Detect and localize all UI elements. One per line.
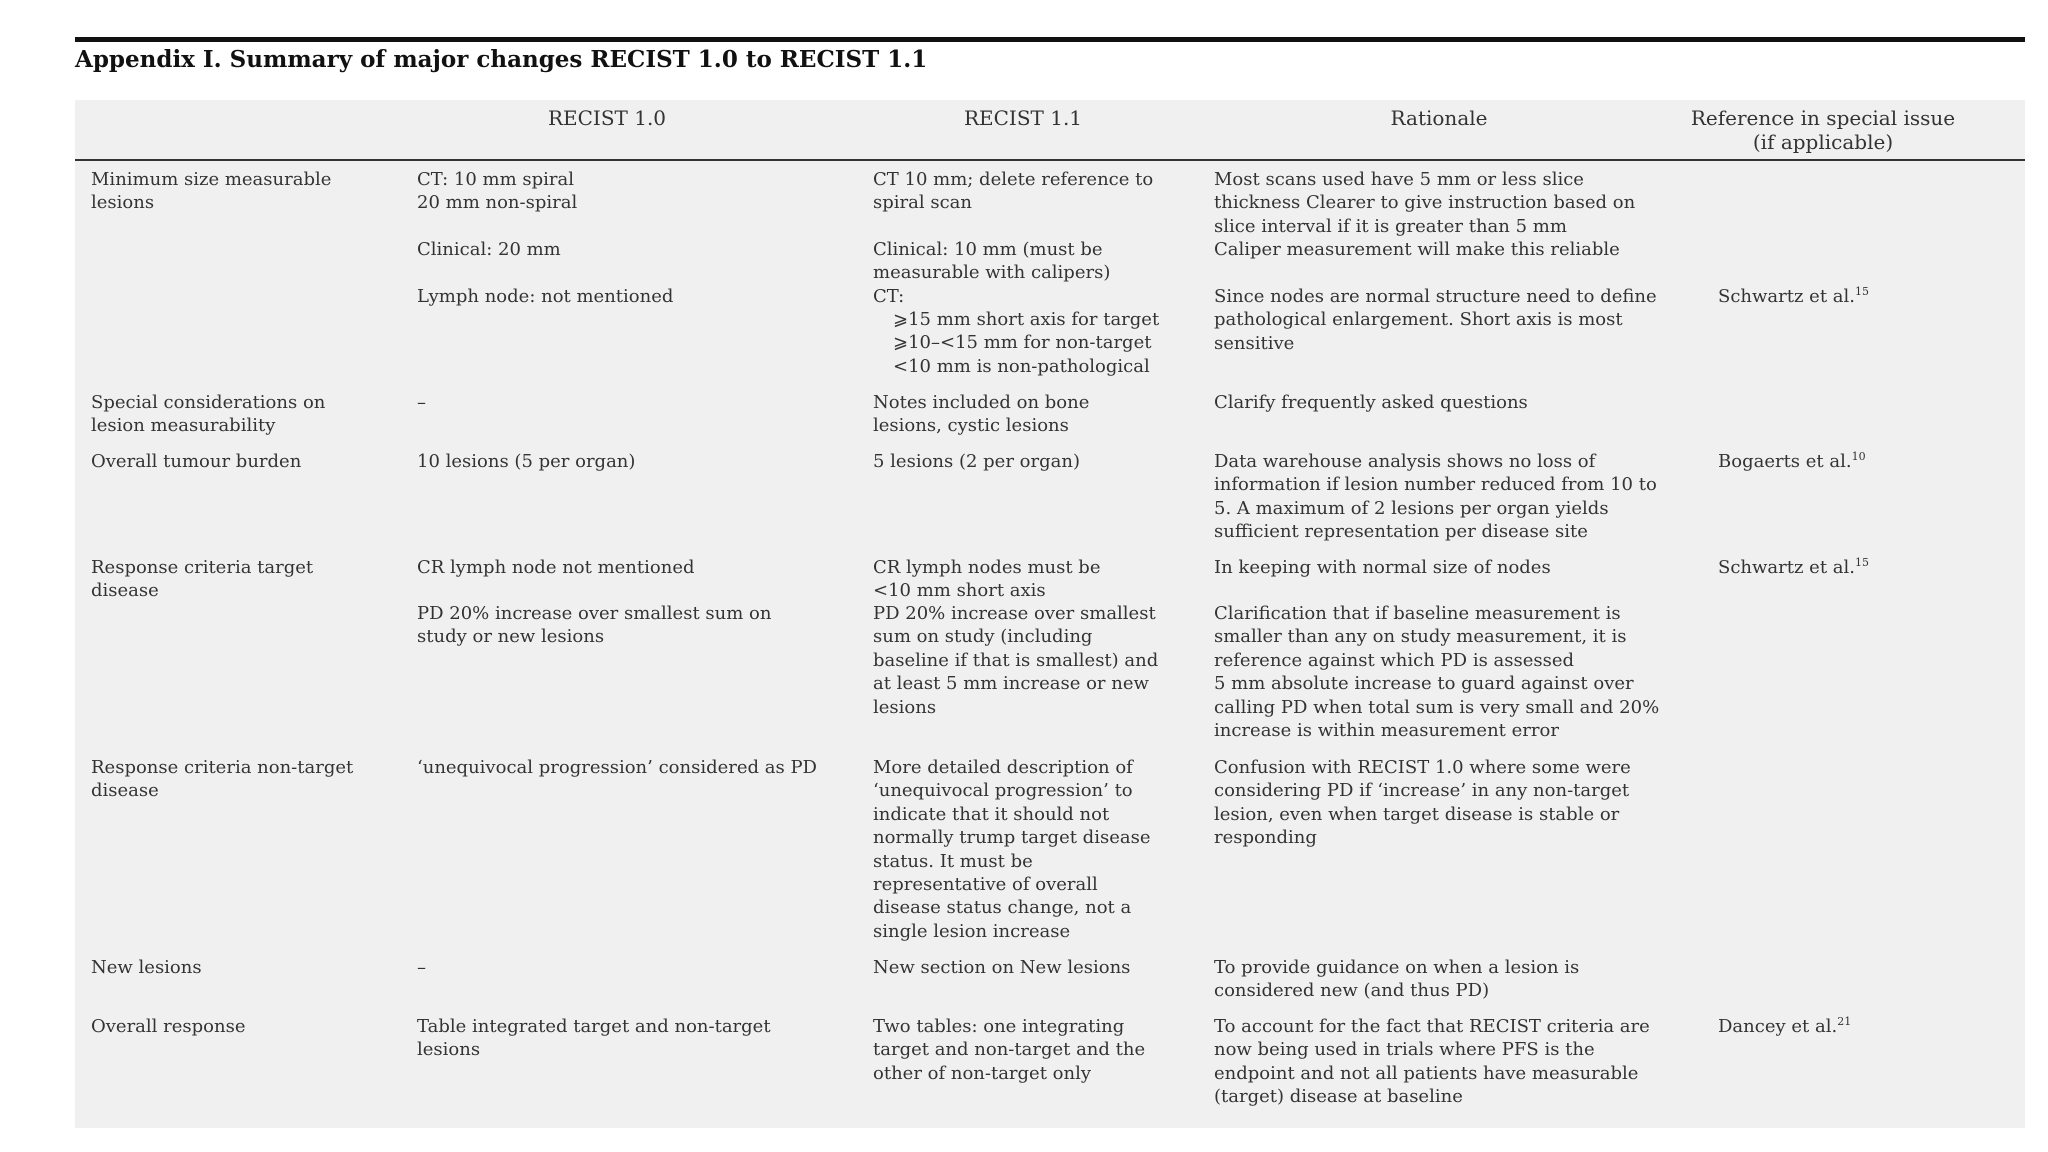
- reference-cell: [1718, 450, 2018, 473]
- reference-number: 21: [1837, 1015, 1852, 1028]
- rationale-cell: Clarify frequently asked questions: [1214, 392, 1528, 413]
- reference-number: 15: [1855, 556, 1870, 569]
- recist-1-1-cell: Clinical: 10 mm (must be measurable with calipers): [873, 239, 1111, 284]
- recist-1-0-cell: Lymph node: not mentioned: [417, 286, 674, 307]
- recist-1-1-cell: Two tables: one integrating target and non-target and the other of non-target only: [873, 1016, 1146, 1084]
- reference-cell: [1718, 556, 2018, 579]
- recist-1-0-cell: Clinical: 20 mm: [417, 239, 561, 260]
- recist-1-1-cell: CR lymph nodes must be <10 mm short axis: [873, 557, 1101, 602]
- recist-1-0-cell: ‘unequivocal progression’ considered as PD: [417, 757, 817, 778]
- reference-cell: [1718, 285, 2018, 308]
- recist-1-1-cell: 5 lesions (2 per organ): [873, 451, 1080, 472]
- reference-name: Schwartz et al.: [1718, 557, 1856, 578]
- rationale-cell: Clarification that if baseline measurement is smaller than any on study measurement, it is reference against which PD is assessed 5 mm absolute increase to guard against over calling PD when total sum is very small and 20% increase is within measurement error: [1214, 603, 1660, 742]
- recist-1-1-cell: New section on New lesions: [873, 957, 1131, 978]
- reference-name: Schwartz et al.: [1718, 286, 1856, 307]
- column-header-reference: Reference in special issue (if applicable): [1690, 106, 1956, 154]
- rationale-cell: Data warehouse analysis shows no loss of information if lesion number reduced from 10 to 5. A maximum of 2 lesions per organ yields sufficient representation per disease site: [1214, 451, 1657, 543]
- header-rule: [75, 159, 2025, 161]
- recist-1-1-cell: CT:: [873, 286, 905, 307]
- recist-1-1-cell: ⩾15 mm short axis for target ⩾10–<15 mm for non-target <10 mm is non-pathological: [893, 309, 1160, 377]
- recist-1-0-cell: –: [417, 957, 426, 978]
- rationale-cell: To provide guidance on when a lesion is considered new (and thus PD): [1214, 957, 1580, 1002]
- reference-name: Bogaerts et al.: [1718, 451, 1852, 472]
- rationale-cell: Caliper measurement will make this reliable: [1214, 239, 1620, 260]
- row-label: Minimum size measurable lesions: [91, 169, 332, 214]
- row-label: Overall response: [91, 1016, 246, 1037]
- reference-name: Dancey et al.: [1718, 1016, 1838, 1037]
- recist-1-0-cell: PD 20% increase over smallest sum on study or new lesions: [417, 603, 772, 648]
- recist-1-0-cell: 10 lesions (5 per organ): [417, 451, 636, 472]
- rationale-cell: To account for the fact that RECIST criteria are now being used in trials where PFS is the endpoint and not all patients have measurable (target) disease at baseline: [1214, 1016, 1650, 1108]
- recist-1-1-cell: Notes included on bone lesions, cystic lesions: [873, 392, 1090, 437]
- rationale-cell: Since nodes are normal structure need to define pathological enlargement. Short axis is most sensitive: [1214, 286, 1657, 354]
- column-header-recist-1-1: RECIST 1.1: [963, 106, 1083, 130]
- reference-number: 10: [1851, 450, 1866, 463]
- row-label: Special considerations on lesion measurability: [91, 392, 326, 437]
- row-label: Response criteria non-target disease: [91, 757, 354, 802]
- recist-1-1-cell: CT 10 mm; delete reference to spiral scan: [873, 169, 1154, 214]
- row-label: New lesions: [91, 957, 202, 978]
- row-label: Overall tumour burden: [91, 451, 302, 472]
- reference-cell: [1718, 1015, 2018, 1038]
- reference-number: 15: [1855, 285, 1870, 298]
- recist-1-1-cell: PD 20% increase over smallest sum on study (including baseline if that is smallest) and at least 5 mm increase or new lesions: [873, 603, 1159, 718]
- recist-1-0-cell: –: [417, 392, 426, 413]
- rationale-cell: Confusion with RECIST 1.0 where some were considering PD if ‘increase’ in any non-target lesion, even when target disease is stable or responding: [1214, 757, 1631, 849]
- recist-1-0-cell: CT: 10 mm spiral 20 mm non-spiral: [417, 169, 578, 214]
- recist-1-1-cell: More detailed description of ‘unequivocal progression’ to indicate that it should not normally trump target disease status. It must be representative of overall disease status change, not a single lesion increase: [873, 757, 1151, 942]
- top-rule: [75, 37, 2025, 42]
- rationale-cell: Most scans used have 5 mm or less slice thickness Clearer to give instruction based on slice interval if it is greater than 5 mm: [1214, 169, 1636, 237]
- rationale-cell: In keeping with normal size of nodes: [1214, 557, 1551, 578]
- column-header-rationale: Rationale: [1390, 106, 1488, 130]
- row-label: Response criteria target disease: [91, 557, 314, 602]
- column-header-recist-1-0: RECIST 1.0: [547, 106, 667, 130]
- recist-1-0-cell: CR lymph node not mentioned: [417, 557, 695, 578]
- appendix-title: Appendix I. Summary of major changes RECIST 1.0 to RECIST 1.1: [75, 46, 928, 73]
- recist-1-0-cell: Table integrated target and non-target lesions: [417, 1016, 771, 1061]
